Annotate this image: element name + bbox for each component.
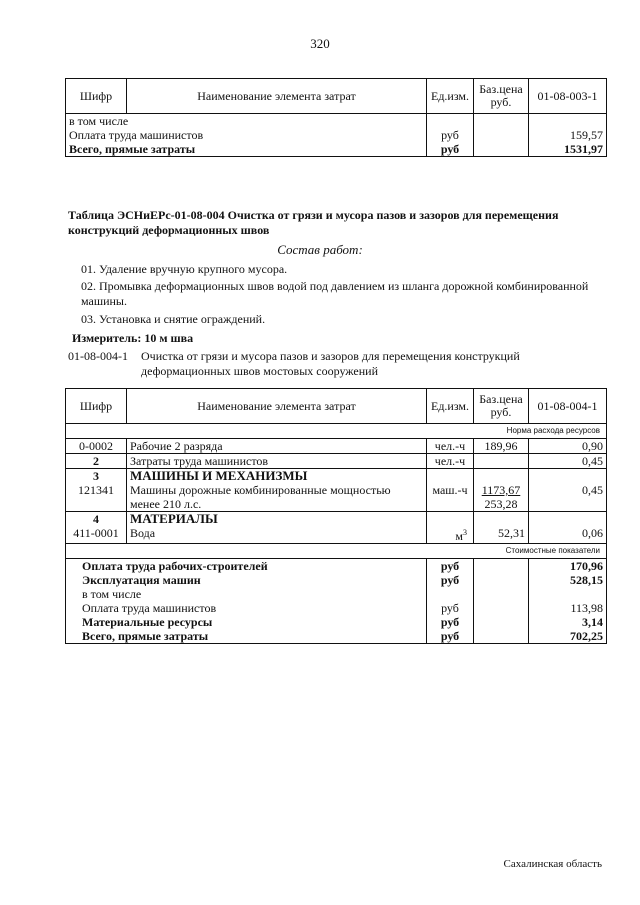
resource-code: 2 bbox=[66, 454, 127, 469]
resource-price-secondary: 253,28 bbox=[484, 497, 518, 511]
table-row bbox=[66, 142, 607, 157]
total-value: 702,25 bbox=[529, 629, 607, 644]
row-unit: руб bbox=[427, 142, 474, 157]
measurement-unit: Измеритель: 10 м шва bbox=[72, 331, 194, 345]
header-code-id: 01-08-003-1 bbox=[529, 79, 607, 114]
header-unit: Ед.изм. bbox=[427, 79, 474, 114]
section-title: МАШИНЫ И МЕХАНИЗМЫ bbox=[127, 469, 427, 484]
row-name: Всего, прямые затраты bbox=[66, 142, 427, 157]
resource-price: 1173,67 bbox=[481, 483, 521, 497]
total-value: 170,96 bbox=[529, 559, 607, 574]
row-unit bbox=[427, 114, 474, 129]
total-unit: руб bbox=[427, 601, 474, 615]
row-value bbox=[529, 114, 607, 129]
section-row bbox=[66, 469, 607, 484]
total-value: 528,15 bbox=[529, 573, 607, 587]
resource-name: Вода bbox=[127, 526, 427, 544]
header-name: Наименование элемента затрат bbox=[127, 389, 427, 424]
resource-unit: чел.-ч bbox=[427, 454, 474, 469]
work-item: 03. Установка и снятие ограждений. bbox=[81, 312, 266, 326]
resource-name: Затраты труда машинистов bbox=[127, 454, 427, 469]
total-unit bbox=[427, 587, 474, 601]
resource-price: 52,31 bbox=[474, 526, 529, 544]
resource-unit: маш.-ч bbox=[427, 483, 474, 512]
total-unit: руб bbox=[427, 629, 474, 644]
total-unit: руб bbox=[427, 573, 474, 587]
cost-label-row bbox=[66, 544, 607, 559]
header-code-id: 01-08-004-1 bbox=[529, 389, 607, 424]
resource-code: 411-0001 bbox=[66, 526, 127, 544]
table-row bbox=[66, 483, 607, 512]
total-value: 3,14 bbox=[529, 615, 607, 629]
total-row bbox=[66, 587, 607, 601]
total-value: 113,98 bbox=[529, 601, 607, 615]
header-code: Шифр bbox=[66, 79, 127, 114]
total-row bbox=[66, 573, 607, 587]
row-unit: руб bbox=[427, 128, 474, 142]
total-name: Материальные ресурсы bbox=[66, 615, 427, 629]
resource-price bbox=[474, 454, 529, 469]
resource-name: Машины дорожные комбинированные мощностью менее 210 л.с. bbox=[127, 483, 427, 512]
resource-value: 0,45 bbox=[529, 454, 607, 469]
section-title: МАТЕРИАЛЫ bbox=[127, 512, 427, 527]
work-composition-title: Состав работ: bbox=[277, 242, 363, 257]
cost-table-continued bbox=[65, 78, 607, 157]
resource-code: 121341 bbox=[66, 483, 127, 512]
resource-value: 0,06 bbox=[529, 526, 607, 544]
total-row bbox=[66, 601, 607, 615]
total-unit: руб bbox=[427, 559, 474, 574]
resource-unit: м bbox=[455, 529, 463, 543]
page-number: 320 bbox=[310, 36, 330, 51]
table-row bbox=[66, 114, 607, 129]
norm-label: Норма расхода ресурсов bbox=[66, 424, 607, 439]
resource-price: 189,96 bbox=[474, 439, 529, 454]
footer-region: Сахалинская область bbox=[503, 858, 602, 870]
header-code: Шифр bbox=[66, 389, 127, 424]
total-value bbox=[529, 587, 607, 601]
position-description: Очистка от грязи и мусора пазов и зазоров для перемещения конструкций деформационных швов мостовых сооружений bbox=[141, 349, 520, 378]
cost-table bbox=[65, 388, 607, 644]
row-value: 159,57 bbox=[529, 128, 607, 142]
total-name: Всего, прямые затраты bbox=[66, 629, 427, 644]
table-caption: Таблица ЭСНиЕРс-01-08-004 Очистка от грязи и мусора пазов и зазоров для перемещения конструкций деформационных швов bbox=[68, 208, 559, 237]
total-name: Оплата труда машинистов bbox=[66, 601, 427, 615]
table-header bbox=[66, 389, 607, 424]
table-row bbox=[66, 454, 607, 469]
total-name: Оплата труда рабочих-строителей bbox=[66, 559, 427, 574]
table-row bbox=[66, 439, 607, 454]
resource-value: 0,90 bbox=[529, 439, 607, 454]
table-row bbox=[66, 526, 607, 544]
total-name: в том числе bbox=[66, 587, 427, 601]
row-name: Оплата труда машинистов bbox=[66, 128, 427, 142]
table-row bbox=[66, 128, 607, 142]
resource-unit-superscript: 3 bbox=[463, 528, 467, 537]
work-item: 02. Промывка деформационных швов водой под давлением из шланга дорожной комбинированной машины. bbox=[81, 279, 589, 308]
position-code: 01-08-004-1 bbox=[68, 349, 128, 363]
norm-label-row bbox=[66, 424, 607, 439]
total-name: Эксплуатация машин bbox=[66, 573, 427, 587]
cost-label: Стоимостные показатели bbox=[66, 544, 607, 559]
header-price: Баз.цена руб. bbox=[474, 79, 529, 114]
section-code: 4 bbox=[66, 512, 127, 527]
total-row bbox=[66, 629, 607, 644]
header-price: Баз.цена руб. bbox=[474, 389, 529, 424]
row-value: 1531,97 bbox=[529, 142, 607, 157]
resource-unit: чел.-ч bbox=[427, 439, 474, 454]
total-row bbox=[66, 615, 607, 629]
resource-code: 0-0002 bbox=[66, 439, 127, 454]
resource-value: 0,45 bbox=[529, 483, 607, 512]
header-name: Наименование элемента затрат bbox=[127, 79, 427, 114]
section-row bbox=[66, 512, 607, 527]
section-code: 3 bbox=[66, 469, 127, 484]
header-unit: Ед.изм. bbox=[427, 389, 474, 424]
table-header bbox=[66, 79, 607, 114]
total-row bbox=[66, 559, 607, 574]
work-item: 01. Удаление вручную крупного мусора. bbox=[81, 262, 288, 276]
row-name: в том числе bbox=[66, 114, 427, 129]
resource-name: Рабочие 2 разряда bbox=[127, 439, 427, 454]
total-unit: руб bbox=[427, 615, 474, 629]
